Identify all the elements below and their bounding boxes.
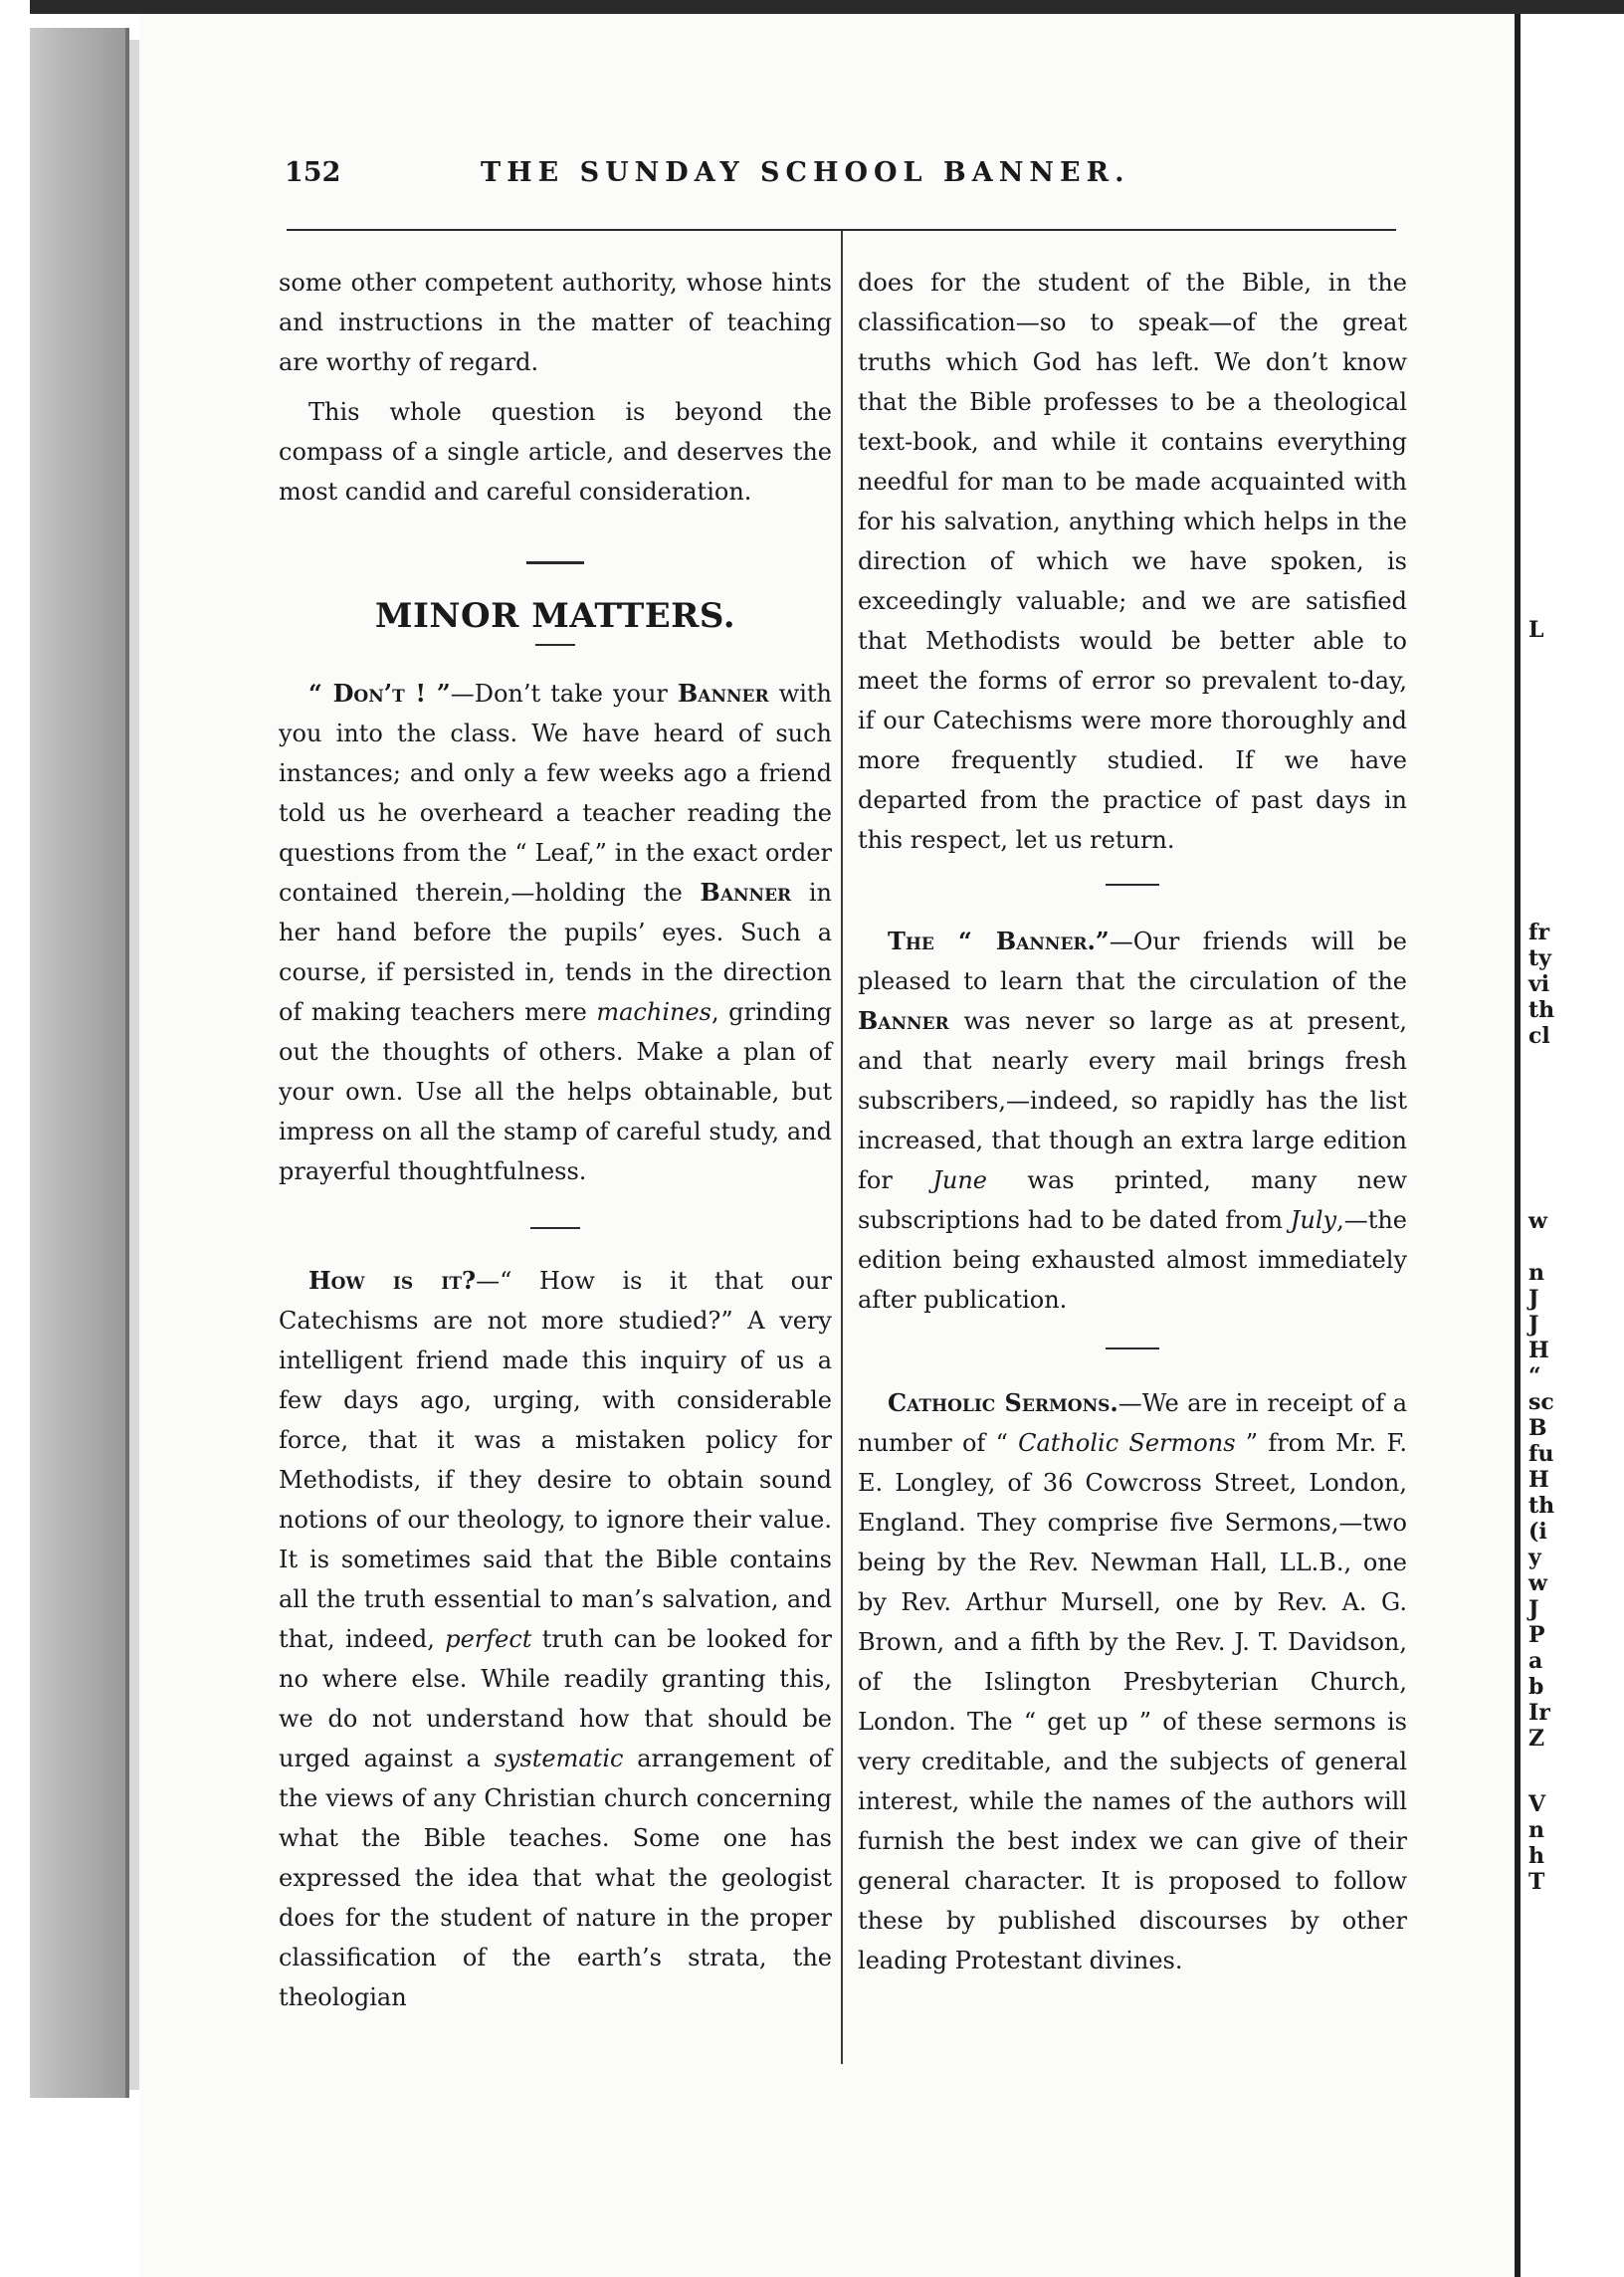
- next-page-fragment: th: [1528, 1493, 1555, 1519]
- next-page-fragment: H: [1528, 1338, 1549, 1363]
- item-dont: “ Don’t ! ”—Don’t take your Banner with you into the class. We have heard of such instances; and only a few weeks ago a friend told us he overheard a teacher reading the questions from the “ Leaf,” in the exact order contained therein,—holding the Banner in her hand before the pupils’ eyes. Such a course, if persisted in, tends in the direction of making teachers mere machines, grinding out the thoughts of others. Make a plan of your own. Use all the helps obtainable, but impress on all the stamp of careful study, and prayerful thoughtfulness.: [279, 679, 833, 1185]
- heading-underline: [535, 644, 575, 646]
- next-page-fragment: b: [1528, 1674, 1544, 1700]
- emphasis: systematic: [494, 1745, 624, 1772]
- page-header: [147, 157, 1401, 201]
- running-title: THE SUNDAY SCHOOL BANNER.: [481, 157, 1130, 188]
- column-rule: [841, 231, 843, 2064]
- next-page-fragment: Ir: [1528, 1700, 1550, 1726]
- emphasis: June: [932, 1166, 987, 1194]
- next-page-fragment: a: [1528, 1648, 1543, 1674]
- emphasis: Catholic Sermons: [1018, 1429, 1236, 1457]
- separator-rule: [530, 1227, 580, 1229]
- item-lead: Catholic Sermons.: [888, 1388, 1118, 1417]
- next-page-fragment: n: [1528, 1817, 1544, 1843]
- next-page-fragment: B: [1528, 1415, 1547, 1441]
- paragraph-continued: does for the student of the Bible, in the classification—so to speak—of the great truths which God has left. We don’t know that the Bible professes to be a theological text-book, and while it contains everything needful for man to be made acquainted with for his salvation, anything which helps in the direction of which we have spoken, is exceedingly valuable; and we are satisfied that Methodists would be better able to meet the forms of error so prevalent to-day, if our Catechisms were more thoroughly and more frequently studied. If we have departed from the practice of past days in this respect, let us return.: [858, 269, 1407, 854]
- next-page-fragment: ty: [1528, 945, 1551, 971]
- emphasis: machines: [596, 998, 711, 1026]
- next-page-fragment: th: [1528, 997, 1555, 1023]
- right-column: [858, 263, 1407, 1980]
- page-number: 152: [285, 157, 341, 188]
- left-column: [279, 263, 832, 2017]
- next-page-fragment: h: [1528, 1843, 1544, 1869]
- next-page-fragment: J: [1528, 1286, 1539, 1312]
- next-page-fragment: T: [1528, 1869, 1545, 1895]
- paragraph-continued: some other competent authority, whose hints and instructions in the matter of teaching are worthy of regard.: [279, 269, 832, 376]
- next-page-fragment: w: [1528, 1570, 1547, 1596]
- emphasis: perfect: [445, 1625, 532, 1653]
- item-banner: The “ Banner.”—Our friends will be pleased to learn that the circulation of the Banner was never so large as at present, and that nearly every mail brings fresh subscribers,—indeed, so rapidly has the list increased, that though an extra large edition for June was printed, many new subscriptions had to be dated from July,—the edition being exhausted almost immediately after publication.: [858, 927, 1408, 1314]
- next-page-fragment: Z: [1528, 1726, 1545, 1752]
- separator-rule: [1106, 884, 1159, 886]
- book-spine-edge: [30, 28, 125, 2098]
- section-heading: MINOR MATTERS.: [374, 596, 736, 636]
- banner-smallcaps: Banner: [677, 679, 769, 708]
- next-page-fragment: L: [1528, 617, 1544, 643]
- next-page-fragment: H: [1528, 1467, 1549, 1493]
- separator-rule: [1106, 1347, 1159, 1349]
- next-page-fragment: “: [1528, 1363, 1541, 1389]
- next-page-fragment: n: [1528, 1260, 1544, 1286]
- scan-border: [0, 0, 1624, 14]
- next-page-fragment: sc: [1528, 1389, 1554, 1415]
- next-page-fragment: w: [1528, 1208, 1547, 1234]
- item-lead: “ Don’t ! ”: [308, 679, 451, 708]
- next-page-fragment: V: [1528, 1791, 1546, 1817]
- next-page-fragment: (i: [1528, 1519, 1547, 1545]
- item-how-is-it: How is it?—“ How is it that our Catechisms are not more studied?” A very intelligent friend made this inquiry of us a few days ago, urging, with considerable force, that it was a mistaken policy for Methodists, if they desire to obtain sound notions of our theology, to ignore their value. It is sometimes said that the Bible contains all the truth essential to man’s salvation, and that, indeed, perfect truth can be looked for no where else. While readily granting this, we do not understand how that should be urged against a systematic arrangement of the views of any Christian church concerning what the Bible teaches. Some one has expressed the idea that what the geologist does for the student of nature in the proper classification of the earth’s strata, the theologian: [279, 1266, 832, 2011]
- paragraph: This whole question is beyond the compass of a single article, and deserves the most candid and careful consideration.: [279, 398, 832, 506]
- next-page-edge: [1521, 14, 1624, 2277]
- next-page-fragment: J: [1528, 1596, 1539, 1622]
- item-lead: How is it?: [308, 1266, 477, 1295]
- item-catholic-sermons: Catholic Sermons.—We are in receipt of a number of “ Catholic Sermons ” from Mr. F. E. Longley, of 36 Cowcross Street, London, England. They comprise five Sermons,—two being by the Rev. Newman Hall, LL.B., one by Rev. Arthur Mursell, one by Rev. A. G. Brown, and a fifth by the Rev. J. T. Davidson, of the Islington Presbyterian Church, London. The “ get up ” of these sermons is very creditable, and the subjects of general interest, while the names of the authors will furnish the best index we can give of their general character. It is proposed to follow these by published discourses by other leading Protestant divines.: [858, 1388, 1408, 1974]
- next-page-fragment: y: [1528, 1545, 1541, 1570]
- banner-smallcaps: Banner: [700, 878, 792, 907]
- next-page-fragment: fr: [1528, 920, 1550, 945]
- next-page-fragment: J: [1528, 1312, 1539, 1338]
- next-page-fragment: P: [1528, 1622, 1545, 1648]
- emphasis: July: [1290, 1206, 1337, 1234]
- banner-smallcaps: Banner: [858, 1006, 949, 1035]
- item-lead: The “ Banner.”: [888, 927, 1110, 955]
- next-page-fragment: vi: [1528, 971, 1550, 997]
- spine-gutter: [129, 40, 139, 2090]
- next-page-fragment: fu: [1528, 1441, 1554, 1467]
- next-page-fragment: cl: [1528, 1023, 1550, 1049]
- section-rule: [526, 561, 584, 564]
- scan-margin: [0, 0, 30, 2277]
